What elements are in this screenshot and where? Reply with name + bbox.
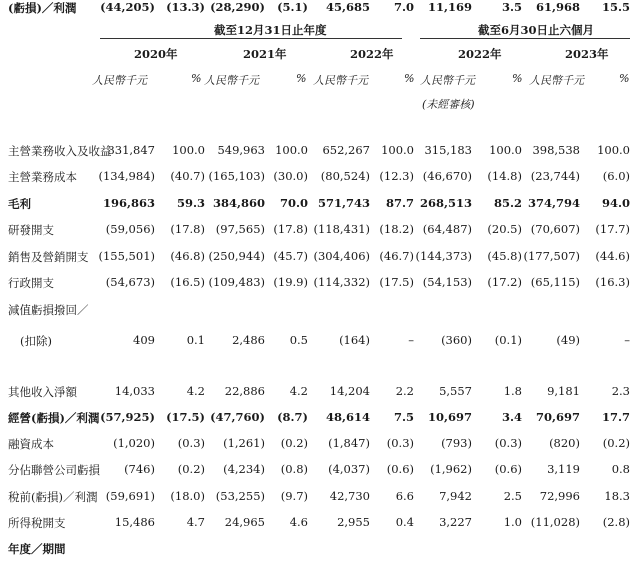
row-value: 315,183 [424,143,472,157]
row-label: 行政開支 [8,276,54,290]
row-label: 經營(虧損)／利潤 [8,411,100,425]
row-label: (虧損)／利潤 [8,1,77,15]
row-value: (0.8) [280,462,308,476]
row-value: 70.0 [279,196,308,210]
row-value: 70,697 [535,410,580,424]
row-value: (13.3) [166,0,205,14]
row-value: (28,290) [210,0,265,14]
row-value: (57,925) [100,410,155,424]
row-value: (4,234) [223,462,265,476]
row-value: (0.2) [280,436,308,450]
row-value: (250,944) [208,249,265,263]
year-header-2020: 2020年 [134,47,178,61]
row-value: 14,204 [329,384,370,398]
row-value: 22,886 [224,384,265,398]
row-value: (97,565) [215,222,265,236]
year-header-2022: 2022年 [350,47,394,61]
row-value: (5.1) [277,0,308,14]
row-value: 571,743 [317,196,370,210]
row-value: (4,037) [328,462,370,476]
row-value: (49) [556,333,580,347]
row-label: 所得稅開支 [8,516,66,530]
row-value: (304,406) [313,249,370,263]
row-value: 0.4 [395,515,414,529]
unaudited-note: (未經審核) [422,98,475,111]
row-value: 11,169 [427,0,472,14]
row-value: (793) [441,436,472,450]
row-value: 0.8 [611,462,630,476]
row-value: (165,103) [208,169,265,183]
row-value: 652,267 [322,143,370,157]
row-label: 毛利 [8,197,31,211]
row-value: (18.2) [379,222,414,236]
row-value: (14.8) [487,169,522,183]
row-label: 研發開支 [8,223,54,237]
row-value: 398,538 [532,143,580,157]
row-value: (17.7) [595,222,630,236]
row-value: (1,261) [223,436,265,450]
row-value: 2.5 [503,489,522,503]
unit-pct-2022: % [404,72,415,85]
row-value: 24,965 [224,515,265,529]
row-value: (0.1) [494,333,522,347]
row-value: (134,984) [98,169,155,183]
row-value: (59,691) [105,489,155,503]
row-value: (746) [124,462,155,476]
row-value: (45.8) [487,249,522,263]
row-value: 6.6 [395,489,414,503]
row-value: (820) [549,436,580,450]
row-label: 年度／期間 [8,542,66,556]
row-value: 100.0 [275,143,308,157]
row-value: 7.5 [393,410,414,424]
row-value: – [624,333,630,347]
row-value: (54,153) [422,275,472,289]
row-value: (46.7) [379,249,414,263]
row-value: 1.8 [503,384,522,398]
unit-pct-2022-h1: % [512,72,523,85]
unit-amount-2020: 人民幣千元 [92,74,147,87]
row-value: (12.3) [379,169,414,183]
row-value: 3,119 [547,462,580,476]
row-value: (144,373) [415,249,472,263]
row-value: 4.2 [186,384,205,398]
row-value: 7.0 [393,0,414,14]
row-value: 2.3 [611,384,630,398]
row-value: 100.0 [597,143,630,157]
row-value: (18.0) [170,489,205,503]
row-value: (19.9) [273,275,308,289]
row-value: (155,501) [98,249,155,263]
row-value: (1,020) [113,436,155,450]
row-value: 7,942 [439,489,472,503]
row-value: 42,730 [329,489,370,503]
row-value: (45.7) [273,249,308,263]
row-value: 4.7 [186,515,205,529]
row-value: (17.5) [166,410,205,424]
row-value: (40.7) [170,169,205,183]
row-value: 3.5 [501,0,522,14]
row-value: (46,670) [422,169,472,183]
row-value: (17.5) [379,275,414,289]
row-value: (0.6) [494,462,522,476]
row-value: 0.5 [289,333,308,347]
row-value: (360) [441,333,472,347]
group-rule-full-year [100,38,402,39]
row-value: 3.4 [501,410,522,424]
row-value: 268,513 [419,196,472,210]
row-value: (46.8) [170,249,205,263]
row-value: 14,033 [114,384,155,398]
row-value: 85.2 [493,196,522,210]
row-value: (0.3) [494,436,522,450]
row-value: (44,205) [100,0,155,14]
row-value: 100.0 [172,143,205,157]
row-value: 549,963 [217,143,265,157]
row-value: 331,847 [107,143,155,157]
row-value: (0.3) [177,436,205,450]
year-header-2021: 2021年 [243,47,287,61]
row-value: 15.5 [601,0,630,14]
row-value: (118,431) [313,222,370,236]
row-value: (47,760) [210,410,265,424]
unit-pct-2021: % [296,72,307,85]
unit-pct-2023-h1: % [619,72,630,85]
row-value: (0.3) [386,436,414,450]
row-value: (23,744) [530,169,580,183]
row-value: (54,673) [105,275,155,289]
row-value: 10,697 [427,410,472,424]
row-value: 48,614 [325,410,370,424]
row-value: (8.7) [277,410,308,424]
unit-amount-2022: 人民幣千元 [313,74,368,87]
row-value: (1,962) [430,462,472,476]
row-value: (17.8) [170,222,205,236]
row-value: (114,332) [313,275,370,289]
row-value: 100.0 [489,143,522,157]
row-value: 196,863 [102,196,155,210]
row-value: (177,507) [523,249,580,263]
row-label: 主營業務成本 [8,170,77,184]
row-label: 銷售及營銷開支 [8,250,89,264]
row-value: 17.7 [601,410,630,424]
row-value: (64,487) [422,222,472,236]
row-value: (1,847) [328,436,370,450]
row-value: 0.1 [186,333,205,347]
row-label: 其他收入淨額 [8,385,77,399]
row-label: 稅前(虧損)／利潤 [8,490,98,504]
row-value: (59,056) [105,222,155,236]
row-value: 2,486 [232,333,265,347]
row-value: (30.0) [273,169,308,183]
row-value: (53,255) [215,489,265,503]
row-value: (0.6) [386,462,414,476]
row-value: (65,115) [530,275,580,289]
row-value: 100.0 [381,143,414,157]
row-label: 分佔聯營公司虧損 [8,463,100,477]
group-header-six-months: 截至6月30日止六個月 [478,23,595,37]
row-label: 主營業務收入及收益 [8,144,112,158]
row-value: – [408,333,414,347]
year-header-2023-h1: 2023年 [565,47,609,61]
row-value: (44.6) [595,249,630,263]
row-value: (17.2) [487,275,522,289]
row-value: 5,557 [439,384,472,398]
row-value: 72,996 [539,489,580,503]
row-value: (16.3) [595,275,630,289]
row-value: 94.0 [601,196,630,210]
row-value: 18.3 [604,489,630,503]
row-value: (11,028) [530,515,580,529]
row-value: 9,181 [547,384,580,398]
row-value: (16.5) [170,275,205,289]
row-value: (20.5) [487,222,522,236]
row-value: (9.7) [280,489,308,503]
row-value: 61,968 [535,0,580,14]
unit-amount-2023-h1: 人民幣千元 [529,74,584,87]
row-value: (70,607) [530,222,580,236]
row-value: (2.8) [602,515,630,529]
row-value: (164) [339,333,370,347]
row-value: (6.0) [602,169,630,183]
row-value: 2.2 [395,384,414,398]
unit-amount-2022-h1: 人民幣千元 [420,74,475,87]
row-value: (80,524) [320,169,370,183]
row-value: (0.2) [177,462,205,476]
row-value: 409 [133,333,155,347]
row-value: 59.3 [176,196,205,210]
year-header-2022-h1: 2022年 [458,47,502,61]
group-header-full-year: 截至12月31日止年度 [214,23,327,37]
row-label: (扣除) [20,334,52,348]
row-value: 384,860 [212,196,265,210]
unit-amount-2021: 人民幣千元 [204,74,259,87]
row-label: 減值虧損撥回／ [8,303,89,317]
row-value: 45,685 [325,0,370,14]
row-value: (17.8) [273,222,308,236]
group-rule-six-months [420,38,630,39]
row-value: 15,486 [114,515,155,529]
row-value: 1.0 [503,515,522,529]
unit-pct-2020: % [191,72,202,85]
row-value: 374,794 [527,196,580,210]
row-label: 融資成本 [8,437,54,451]
row-value: 2,955 [337,515,370,529]
row-value: 4.2 [289,384,308,398]
row-value: (109,483) [208,275,265,289]
row-value: 87.7 [385,196,414,210]
row-value: 3,227 [439,515,472,529]
row-value: (0.2) [602,436,630,450]
row-value: 4.6 [289,515,308,529]
